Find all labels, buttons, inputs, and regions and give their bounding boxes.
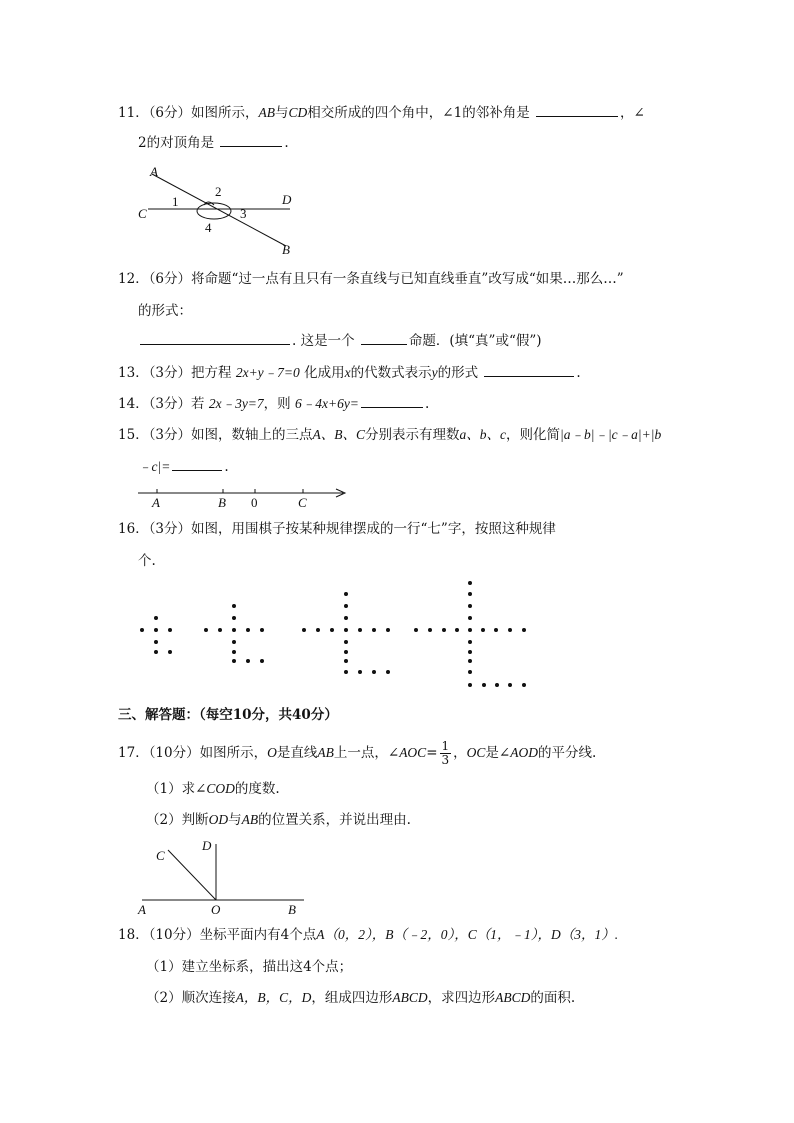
q17-figure: [134, 836, 314, 918]
svg-text:B: B: [218, 495, 226, 510]
svg-text:C: C: [138, 206, 147, 221]
answer-blank[interactable]: [361, 395, 423, 408]
svg-text:4: 4: [205, 220, 212, 235]
pattern-1: [140, 616, 172, 654]
q15-line1: 15．（3分）如图，数轴上的三点A、B、C分别表示有理数a、b、c，则化简|a﹣b|﹣|c﹣a|+|b: [118, 427, 662, 443]
q11-line1: 11．（6分）如图所示，AB与CD相交所成的四个角中，∠1的邻补角是 ，∠: [118, 105, 645, 121]
q13-line: 13．（3分）把方程 2x+y﹣7=0 化成用x的代数式表示y的形式 .: [118, 365, 581, 381]
q11-line2: 2的对顶角是 .: [138, 135, 289, 151]
q16-line1: 16．（3分）如图，用围棋子按某种规律摆成的一行“七”字，按照这种规律: [118, 521, 556, 537]
answer-blank[interactable]: [140, 332, 290, 345]
fraction: $\frac{1}{3}$: [441, 739, 450, 767]
answer-blank[interactable]: [361, 332, 407, 345]
go-stones-figure: [130, 575, 540, 695]
q12-line2: 的形式：: [138, 303, 192, 319]
answer-blank[interactable]: [484, 364, 574, 377]
section-title: 三、解答题：（每空10分，共40分）: [118, 707, 338, 723]
svg-text:O: O: [211, 902, 221, 917]
svg-text:D: D: [202, 838, 212, 853]
svg-text:2: 2: [215, 184, 222, 199]
pattern-2: [204, 604, 264, 663]
svg-text:D: D: [282, 192, 292, 207]
svg-text:B: B: [282, 242, 290, 257]
q14-line: 14．（3分）若 2x﹣3y=7，则 6﹣4x+6y= .: [118, 396, 430, 412]
svg-text:A: A: [138, 902, 146, 917]
svg-text:1: 1: [172, 194, 179, 209]
q12-line3: . 这是一个 命题．(填“真”或“假”): [138, 332, 542, 350]
answer-blank[interactable]: [536, 104, 618, 117]
svg-text:3: 3: [240, 206, 247, 221]
svg-text:C: C: [298, 495, 307, 510]
q11-figure: [130, 158, 310, 260]
svg-text:C: C: [156, 848, 165, 863]
pattern-4: [414, 581, 526, 687]
svg-text:A: A: [150, 164, 158, 179]
q12-line1: 12．（6分）将命题“过一点有且只有一条直线与已知直线垂直”改写成“如果…那么…”: [118, 271, 624, 287]
number-line: [135, 484, 355, 510]
pattern-3: [302, 592, 390, 674]
svg-text:B: B: [288, 902, 296, 917]
q15-line2: ﹣c|= .: [138, 459, 229, 475]
q17-sub1: （1）求∠COD的度数.: [146, 781, 280, 797]
q17-sub2: （2）判断OD与AB的位置关系，并说出理由.: [146, 812, 411, 828]
answer-blank[interactable]: [172, 458, 222, 471]
q18-line1: 18．（10分）坐标平面内有4个点A（0，2），B（﹣2，0），C（1，﹣1），D（3，1）.: [118, 927, 619, 943]
svg-text:0: 0: [251, 495, 258, 510]
q16-line2: 个.: [138, 553, 156, 569]
svg-text:A: A: [152, 495, 160, 510]
q18-sub1: （1）建立坐标系，描出这4个点；: [146, 959, 353, 975]
answer-blank[interactable]: [220, 134, 282, 147]
q18-sub2: （2）顺次连接A，B，C，D，组成四边形ABCD，求四边形ABCD的面积.: [146, 990, 576, 1006]
q17-line1: 17．（10分）如图所示，O是直线AB上一点，∠AOC= $\frac{1}{3}$ ，OC是∠AOD的平分线.: [118, 739, 597, 767]
